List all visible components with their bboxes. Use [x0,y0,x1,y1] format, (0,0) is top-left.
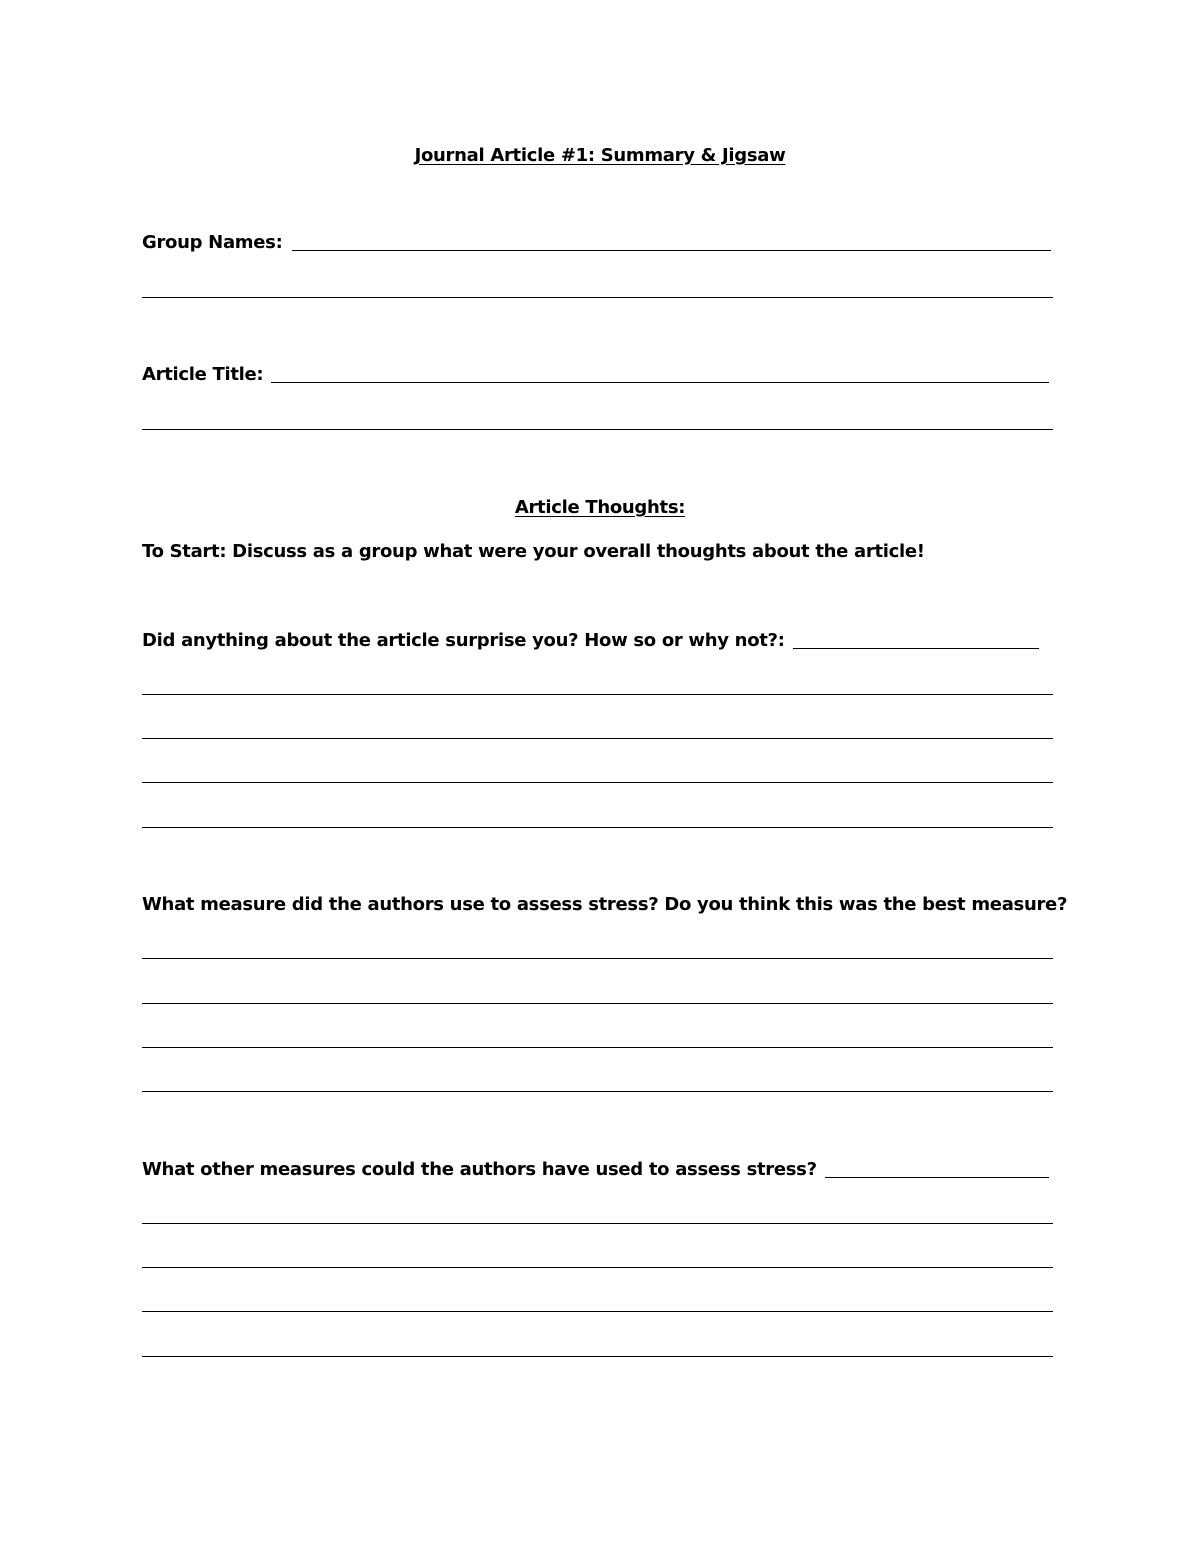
question-measure-label: What measure did the authors use to assess stress? Do you think this was the best measure? [142,894,1068,915]
answer-line[interactable] [142,1223,1053,1224]
article-title-line-2[interactable] [142,429,1053,430]
article-title-label: Article Title: [142,364,264,385]
answer-line[interactable] [142,1267,1053,1268]
answer-line[interactable] [142,738,1053,739]
answer-line[interactable] [142,694,1053,695]
section-heading: Article Thoughts: [514,497,686,518]
question-other-measures-label: What other measures could the authors have used to assess stress? [142,1159,817,1180]
answer-line[interactable] [142,1091,1053,1092]
group-names-label: Group Names: [142,232,283,253]
answer-line[interactable] [142,1311,1053,1312]
question-surprise-label: Did anything about the article surprise you? How so or why not?: [142,630,785,651]
article-title-blank[interactable] [271,382,1049,383]
to-start-prompt: To Start: Discuss as a group what were your overall thoughts about the article! [142,541,925,562]
article-title-row [142,364,1049,386]
group-names-row [142,232,1051,254]
answer-line[interactable] [142,1356,1053,1357]
answer-line[interactable] [142,1047,1053,1048]
answer-line[interactable] [142,1003,1053,1004]
question-surprise-blank[interactable] [793,648,1039,649]
group-names-blank[interactable] [292,250,1051,251]
answer-line[interactable] [142,958,1053,959]
question-other-measures-row [142,1159,1049,1181]
answer-line[interactable] [142,782,1053,783]
group-names-line-2[interactable] [142,297,1053,298]
question-measure-row [142,894,1068,916]
document-title: Journal Article #1: Summary & Jigsaw [414,145,786,166]
question-surprise-row [142,630,1039,652]
question-other-measures-blank[interactable] [825,1177,1049,1178]
answer-line[interactable] [142,827,1053,828]
